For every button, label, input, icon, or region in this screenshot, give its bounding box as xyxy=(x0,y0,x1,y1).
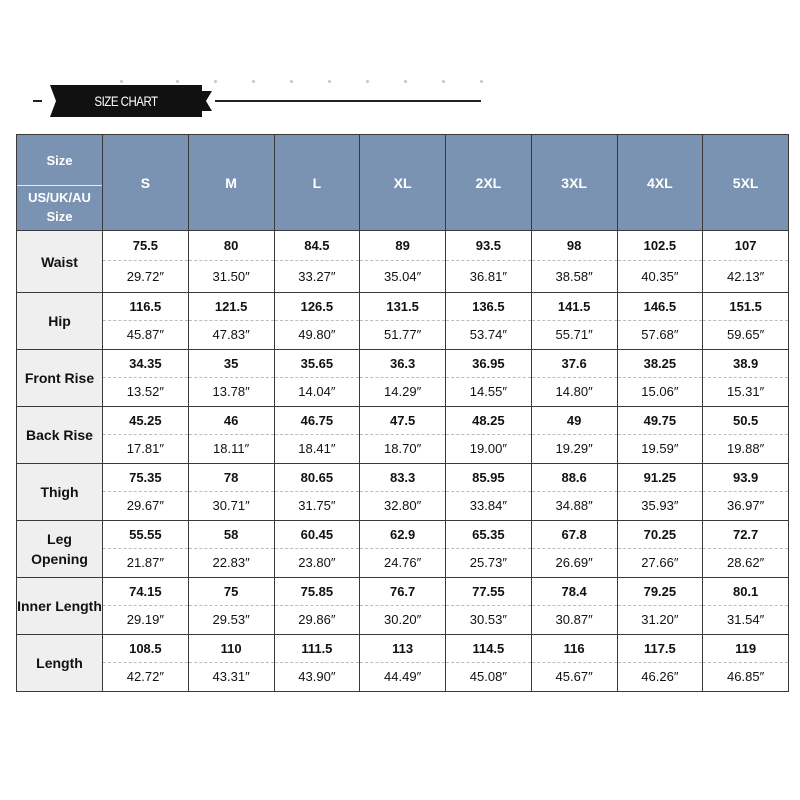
size-header-xl: XL xyxy=(360,135,446,231)
measurement-cell xyxy=(360,635,446,692)
cm-value: 75 xyxy=(189,578,274,606)
measurement-cell xyxy=(531,464,617,521)
measurement-cell xyxy=(617,407,703,464)
inch-value: 19.59″ xyxy=(641,441,679,456)
inch-value: 15.31″ xyxy=(727,384,765,399)
inch-value: 29.67″ xyxy=(126,498,164,513)
inch-value: 45.67″ xyxy=(555,669,593,684)
cm-value: 45.25 xyxy=(103,407,188,435)
cm-value: 121.5 xyxy=(189,293,274,321)
inch-value: 45.87″ xyxy=(126,327,164,342)
measurement-cell xyxy=(274,578,360,635)
cm-value: 151.5 xyxy=(703,293,788,321)
cm-value: 74.15 xyxy=(103,578,188,606)
inch-value: 55.71″ xyxy=(555,327,593,342)
measurement-cell xyxy=(103,293,189,350)
inch-value: 13.78″ xyxy=(212,384,250,399)
cm-value: 72.7 xyxy=(703,521,788,549)
measurement-cell xyxy=(531,231,617,293)
cm-value: 46 xyxy=(189,407,274,435)
inch-value: 53.74″ xyxy=(469,327,507,342)
cm-value: 49.75 xyxy=(618,407,703,435)
size-header-s: S xyxy=(103,135,189,231)
header-rule xyxy=(215,100,481,102)
inch-value: 49.80″ xyxy=(298,327,336,342)
measurement-cell xyxy=(188,293,274,350)
cm-value: 88.6 xyxy=(532,464,617,492)
measurement-cell xyxy=(103,407,189,464)
measurement-cell xyxy=(446,293,532,350)
cm-value: 108.5 xyxy=(103,635,188,663)
size-chart-table xyxy=(16,134,789,692)
measurement-cell xyxy=(274,464,360,521)
measurement-cell xyxy=(617,293,703,350)
decorative-dot xyxy=(252,80,255,83)
inch-value: 14.55″ xyxy=(469,384,507,399)
inch-value: 29.19″ xyxy=(126,612,164,627)
measurement-cell xyxy=(188,521,274,578)
measurement-cell xyxy=(617,635,703,692)
cm-value: 85.95 xyxy=(446,464,531,492)
measurement-cell xyxy=(446,231,532,293)
cm-value: 110 xyxy=(189,635,274,663)
cm-value: 34.35 xyxy=(103,350,188,378)
measurement-cell xyxy=(531,350,617,407)
cm-value: 35.65 xyxy=(275,350,360,378)
measurement-label: Thigh xyxy=(17,464,103,521)
cm-value: 36.95 xyxy=(446,350,531,378)
table-row xyxy=(17,578,789,635)
inch-value: 45.08″ xyxy=(469,669,507,684)
inch-value: 19.29″ xyxy=(555,441,593,456)
cm-value: 102.5 xyxy=(618,231,703,261)
measurement-cell xyxy=(188,578,274,635)
inch-value: 36.97″ xyxy=(727,498,765,513)
table-row xyxy=(17,231,789,293)
measurement-cell xyxy=(703,407,789,464)
measurement-cell xyxy=(703,578,789,635)
inch-value: 31.20″ xyxy=(641,612,679,627)
table-header-row xyxy=(17,135,789,231)
table-row xyxy=(17,407,789,464)
inch-value: 29.72″ xyxy=(126,269,164,284)
measurement-cell xyxy=(103,578,189,635)
decorative-dot xyxy=(328,80,331,83)
inch-value: 21.87″ xyxy=(126,555,164,570)
measurement-cell xyxy=(617,521,703,578)
cm-value: 65.35 xyxy=(446,521,531,549)
inch-value: 57.68″ xyxy=(641,327,679,342)
measurement-cell xyxy=(703,293,789,350)
inch-value: 15.06″ xyxy=(641,384,679,399)
decorative-dot xyxy=(442,80,445,83)
measurement-cell xyxy=(446,635,532,692)
inch-value: 59.65″ xyxy=(727,327,765,342)
measurement-cell xyxy=(703,635,789,692)
cm-value: 55.55 xyxy=(103,521,188,549)
cm-value: 93.5 xyxy=(446,231,531,261)
inch-value: 46.26″ xyxy=(641,669,679,684)
cm-value: 91.25 xyxy=(618,464,703,492)
cm-value: 38.9 xyxy=(703,350,788,378)
measurement-cell xyxy=(360,521,446,578)
size-header-m: M xyxy=(188,135,274,231)
cm-value: 76.7 xyxy=(360,578,445,606)
inch-value: 19.88″ xyxy=(727,441,765,456)
measurement-cell xyxy=(188,407,274,464)
inch-value: 24.76″ xyxy=(384,555,422,570)
inch-value: 27.66″ xyxy=(641,555,679,570)
measurement-label: Leg Opening xyxy=(17,521,103,578)
inch-value: 31.50″ xyxy=(212,269,250,284)
cm-value: 75.85 xyxy=(275,578,360,606)
cm-value: 141.5 xyxy=(532,293,617,321)
decorative-dot xyxy=(290,80,293,83)
measurement-cell xyxy=(446,407,532,464)
measurement-cell xyxy=(531,635,617,692)
inch-value: 14.80″ xyxy=(555,384,593,399)
table-row xyxy=(17,350,789,407)
measurement-cell xyxy=(446,578,532,635)
cm-value: 84.5 xyxy=(275,231,360,261)
cm-value: 36.3 xyxy=(360,350,445,378)
cm-value: 58 xyxy=(189,521,274,549)
cm-value: 80.1 xyxy=(703,578,788,606)
cm-value: 46.75 xyxy=(275,407,360,435)
inch-value: 36.81″ xyxy=(469,269,507,284)
measurement-cell xyxy=(103,635,189,692)
inch-value: 31.54″ xyxy=(727,612,765,627)
measurement-label: Inner Length xyxy=(17,578,103,635)
cm-value: 35 xyxy=(189,350,274,378)
cm-value: 48.25 xyxy=(446,407,531,435)
inch-value: 25.73″ xyxy=(469,555,507,570)
measurement-cell xyxy=(274,231,360,293)
measurement-cell xyxy=(446,350,532,407)
measurement-label: Back Rise xyxy=(17,407,103,464)
inch-value: 19.00″ xyxy=(469,441,507,456)
table-row xyxy=(17,293,789,350)
measurement-cell xyxy=(103,231,189,293)
measurement-cell xyxy=(703,464,789,521)
decorative-dots xyxy=(118,80,498,84)
inch-value: 44.49″ xyxy=(384,669,422,684)
cm-value: 131.5 xyxy=(360,293,445,321)
inch-value: 33.84″ xyxy=(469,498,507,513)
cm-value: 117.5 xyxy=(618,635,703,663)
measurement-label: Hip xyxy=(17,293,103,350)
inch-value: 18.11″ xyxy=(213,441,250,456)
inch-value: 42.13″ xyxy=(727,269,765,284)
measurement-cell xyxy=(103,464,189,521)
inch-value: 17.81″ xyxy=(126,441,164,456)
inch-value: 30.71″ xyxy=(212,498,250,513)
measurement-cell xyxy=(360,231,446,293)
inch-value: 30.53″ xyxy=(469,612,507,627)
inch-value: 47.83″ xyxy=(212,327,250,342)
measurement-cell xyxy=(360,464,446,521)
measurement-cell xyxy=(103,521,189,578)
measurement-cell xyxy=(703,350,789,407)
inch-value: 32.80″ xyxy=(384,498,422,513)
table-row xyxy=(17,635,789,692)
measurement-cell xyxy=(703,521,789,578)
measurement-cell xyxy=(274,521,360,578)
inch-value: 51.77″ xyxy=(384,327,422,342)
inch-value: 46.85″ xyxy=(727,669,765,684)
measurement-cell xyxy=(274,407,360,464)
inch-value: 35.04″ xyxy=(384,269,422,284)
inch-value: 34.88″ xyxy=(555,498,593,513)
measurement-cell xyxy=(274,293,360,350)
cm-value: 37.6 xyxy=(532,350,617,378)
measurement-cell xyxy=(360,293,446,350)
inch-value: 26.69″ xyxy=(555,555,593,570)
decorative-dot xyxy=(480,80,483,83)
cm-value: 70.25 xyxy=(618,521,703,549)
inch-value: 22.83″ xyxy=(212,555,250,570)
cm-value: 113 xyxy=(360,635,445,663)
size-header-2xl: 2XL xyxy=(446,135,532,231)
measurement-cell xyxy=(703,231,789,293)
inch-value: 18.41″ xyxy=(298,441,336,456)
measurement-cell xyxy=(446,464,532,521)
inch-value: 30.87″ xyxy=(555,612,593,627)
measurement-cell xyxy=(188,350,274,407)
measurement-cell xyxy=(360,350,446,407)
corner-region-label: US/UK/AU Size xyxy=(28,190,91,224)
size-chart-banner xyxy=(50,85,212,117)
size-header-l: L xyxy=(274,135,360,231)
measurement-cell xyxy=(446,521,532,578)
inch-value: 30.20″ xyxy=(384,612,422,627)
inch-value: 38.58″ xyxy=(555,269,593,284)
cm-value: 38.25 xyxy=(618,350,703,378)
cm-value: 119 xyxy=(703,635,788,663)
decorative-dot xyxy=(176,80,179,83)
inch-value: 29.86″ xyxy=(298,612,336,627)
cm-value: 49 xyxy=(532,407,617,435)
measurement-cell xyxy=(360,407,446,464)
decorative-dot xyxy=(120,80,123,83)
cm-value: 47.5 xyxy=(360,407,445,435)
cm-value: 93.9 xyxy=(703,464,788,492)
cm-value: 111.5 xyxy=(275,635,360,663)
cm-value: 78.4 xyxy=(532,578,617,606)
inch-value: 42.72″ xyxy=(126,669,164,684)
measurement-cell xyxy=(531,293,617,350)
measurement-cell xyxy=(617,578,703,635)
measurement-cell xyxy=(531,578,617,635)
cm-value: 79.25 xyxy=(618,578,703,606)
inch-value: 29.53″ xyxy=(212,612,250,627)
table-row xyxy=(17,521,789,578)
corner-size-label: Size xyxy=(17,135,102,186)
banner-title: SIZE CHART xyxy=(94,93,158,109)
header-dash xyxy=(33,100,42,102)
inch-value: 43.90″ xyxy=(298,669,336,684)
cm-value: 80 xyxy=(189,231,274,261)
measurement-cell xyxy=(531,521,617,578)
cm-value: 114.5 xyxy=(446,635,531,663)
cm-value: 89 xyxy=(360,231,445,261)
cm-value: 146.5 xyxy=(618,293,703,321)
cm-value: 50.5 xyxy=(703,407,788,435)
cm-value: 67.8 xyxy=(532,521,617,549)
inch-value: 14.04″ xyxy=(298,384,336,399)
inch-value: 28.62″ xyxy=(727,555,765,570)
measurement-label: Length xyxy=(17,635,103,692)
decorative-dot xyxy=(214,80,217,83)
cm-value: 80.65 xyxy=(275,464,360,492)
cm-value: 75.5 xyxy=(103,231,188,261)
inch-value: 43.31″ xyxy=(212,669,250,684)
cm-value: 107 xyxy=(703,231,788,261)
cm-value: 62.9 xyxy=(360,521,445,549)
inch-value: 18.70″ xyxy=(384,441,422,456)
measurement-cell xyxy=(617,464,703,521)
size-header-5xl: 5XL xyxy=(703,135,789,231)
inch-value: 14.29″ xyxy=(384,384,422,399)
measurement-cell xyxy=(274,350,360,407)
measurement-cell xyxy=(188,635,274,692)
table-row xyxy=(17,464,789,521)
measurement-cell xyxy=(617,350,703,407)
cm-value: 116 xyxy=(532,635,617,663)
inch-value: 33.27″ xyxy=(298,269,336,284)
measurement-cell xyxy=(274,635,360,692)
size-corner-cell xyxy=(17,135,103,231)
measurement-cell xyxy=(531,407,617,464)
decorative-dot xyxy=(366,80,369,83)
measurement-cell xyxy=(188,464,274,521)
measurement-label: Waist xyxy=(17,231,103,293)
inch-value: 35.93″ xyxy=(641,498,679,513)
inch-value: 23.80″ xyxy=(298,555,336,570)
measurement-label: Front Rise xyxy=(17,350,103,407)
cm-value: 98 xyxy=(532,231,617,261)
measurement-cell xyxy=(188,231,274,293)
inch-value: 31.75″ xyxy=(298,498,336,513)
measurement-cell xyxy=(617,231,703,293)
size-header-4xl: 4XL xyxy=(617,135,703,231)
cm-value: 77.55 xyxy=(446,578,531,606)
cm-value: 126.5 xyxy=(275,293,360,321)
measurement-cell xyxy=(103,350,189,407)
inch-value: 13.52″ xyxy=(126,384,164,399)
cm-value: 83.3 xyxy=(360,464,445,492)
size-header-3xl: 3XL xyxy=(531,135,617,231)
cm-value: 60.45 xyxy=(275,521,360,549)
cm-value: 136.5 xyxy=(446,293,531,321)
cm-value: 78 xyxy=(189,464,274,492)
measurement-cell xyxy=(360,578,446,635)
cm-value: 75.35 xyxy=(103,464,188,492)
cm-value: 116.5 xyxy=(103,293,188,321)
decorative-dot xyxy=(404,80,407,83)
inch-value: 40.35″ xyxy=(641,269,679,284)
